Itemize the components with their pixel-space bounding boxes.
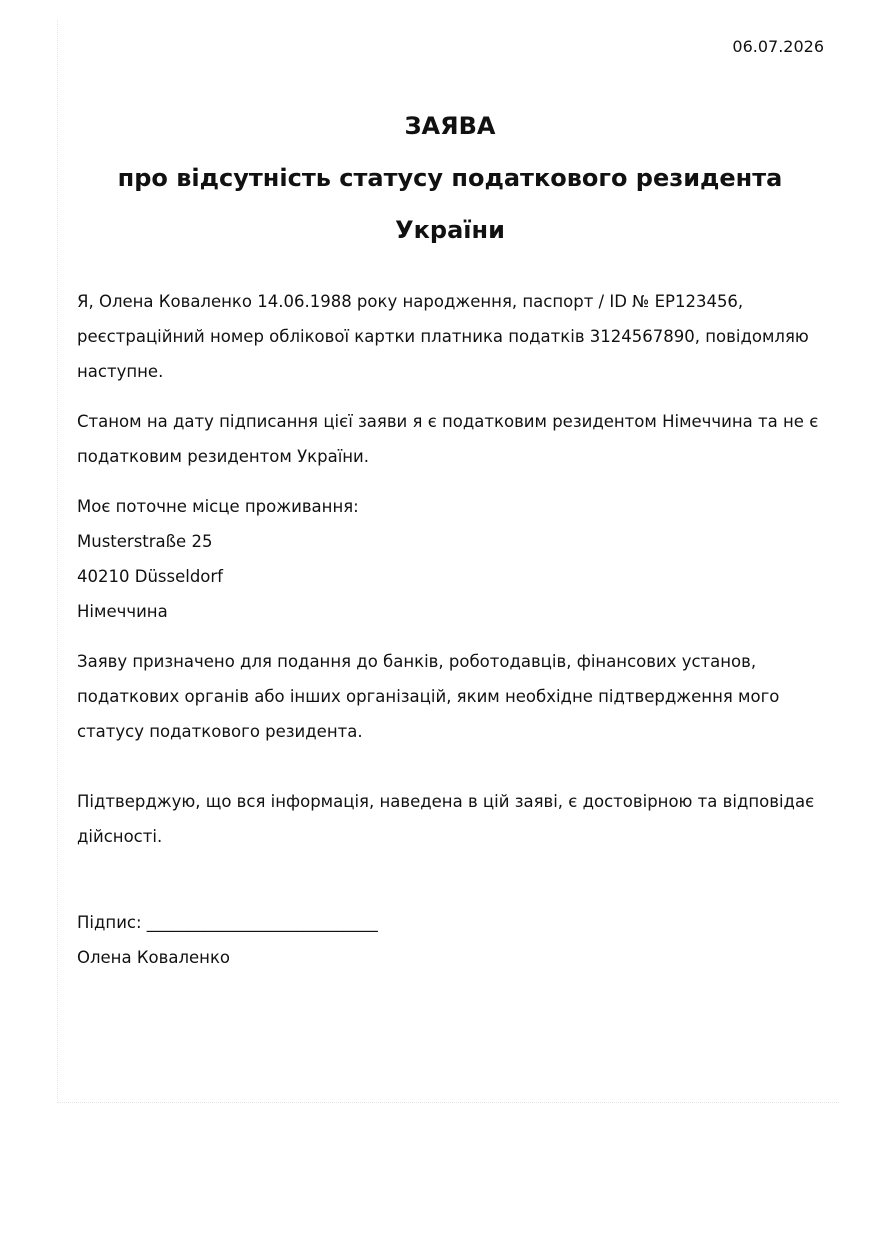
address-label: Моє поточне місце проживання: bbox=[77, 497, 359, 516]
signature-block bbox=[77, 905, 823, 975]
document-body bbox=[77, 284, 823, 975]
spacer bbox=[77, 764, 823, 784]
identity-paragraph: Я, Олена Коваленко 14.06.1988 року народження, паспорт / ID № EP123456, реєстраційний номер облікової картки платника податків 3124567890, повідомляю наступне. bbox=[77, 292, 809, 381]
signer-name: Олена Коваленко bbox=[77, 948, 231, 967]
document-date: 06.07.2026 bbox=[732, 37, 824, 56]
purpose-paragraph: Заяву призначено для подання до банків, роботодавців, фінансових установ, податкових органів або інших організацій, яким необхідне підтвердження мого статусу податкового резидента. bbox=[77, 652, 780, 741]
spacer bbox=[77, 869, 823, 905]
title-subject: про відсутність статусу податкового резидента bbox=[117, 164, 783, 192]
address-block bbox=[77, 489, 823, 629]
title-heading: ЗАЯВА bbox=[404, 112, 496, 140]
title-country: України bbox=[395, 216, 505, 244]
confirmation-paragraph: Підтверджую, що вся інформація, наведена в цій заяві, є достовірною та відповідає дійсності. bbox=[77, 792, 815, 846]
address-city: 40210 Düsseldorf bbox=[77, 567, 223, 586]
signature-line: Підпис: ____________________________ bbox=[77, 913, 378, 932]
document-title bbox=[77, 100, 823, 256]
residency-paragraph: Станом на дату підписання цієї заяви я є податковим резидентом Німеччина та не є податковим резидентом України. bbox=[77, 412, 819, 466]
address-country: Німеччина bbox=[77, 602, 168, 621]
address-street: Musterstraße 25 bbox=[77, 532, 213, 551]
